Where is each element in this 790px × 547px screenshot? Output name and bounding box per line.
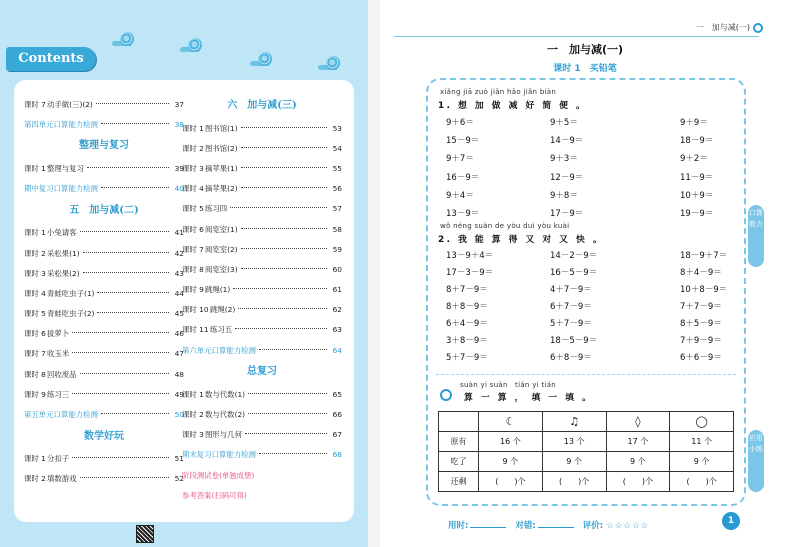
toc-entry-title: 采松果(2) (47, 268, 80, 278)
toc-column-1 (24, 94, 184, 489)
toc-page-number: 41 (174, 228, 184, 238)
toc-lesson-number: 课时 5 (182, 204, 204, 214)
exercise-item[interactable]: 7＋9－9＝ (680, 336, 722, 346)
exercise-item[interactable]: 16－9＝ (446, 172, 480, 183)
toc-leader (101, 413, 169, 414)
exercise-item[interactable]: 6＋8－9＝ (550, 353, 592, 363)
table-cell[interactable]: ( )个 (479, 472, 543, 492)
toc-entry[interactable] (182, 404, 342, 424)
toc-lesson-number: 课时 4 (24, 288, 46, 298)
toc-entry[interactable] (24, 364, 184, 384)
exercise-item[interactable]: 5＋7－9＝ (550, 319, 592, 329)
side-tab-oral: 口算能力 (748, 205, 764, 267)
toc-leader (80, 373, 169, 374)
toc-entry[interactable] (24, 179, 184, 199)
toc-leader (72, 332, 169, 333)
exercise-item[interactable]: 9＋2＝ (680, 154, 708, 165)
header-rule (394, 36, 759, 37)
toc-leader (97, 312, 169, 313)
toc-entry-title: 第五单元口算能力检测 (24, 410, 98, 420)
side-tab-applied: 应用小练 (748, 430, 764, 492)
toc-lesson-number: 课时 7 (24, 349, 46, 359)
q2-pinyin: wǒ néng suàn de yòu duì yòu kuài (440, 222, 570, 230)
exercise-item[interactable]: 6＋6－9＝ (680, 353, 722, 363)
exercise-item[interactable]: 9＋9＝ (680, 118, 708, 128)
toc-entry-title: 参考答案(扫码可得) (182, 490, 247, 500)
exercise-item[interactable]: 8＋5－9＝ (680, 319, 722, 329)
exercise-item[interactable]: 12－9＝ (550, 172, 584, 183)
toc-page-number: 68 (332, 450, 342, 460)
exercise-item[interactable]: 6＋7－9＝ (550, 302, 592, 312)
exercise-item[interactable]: 8＋7－9＝ (446, 285, 488, 295)
row-label: 吃了 (439, 452, 479, 472)
toc-page-number: 54 (332, 143, 342, 153)
toc-entry-title: 动手做(三)(2) (47, 99, 93, 109)
toc-page-number: 65 (332, 389, 342, 399)
toc-entry[interactable] (182, 199, 342, 219)
table-cell: 16 个 (479, 432, 543, 452)
toc-leader (235, 328, 327, 329)
toc-lesson-number: 课时 9 (182, 285, 204, 295)
exercise-item[interactable]: 14－9＝ (550, 136, 584, 147)
toc-entry-title: 阅览室(1) (205, 224, 238, 234)
row-label: 原有 (439, 432, 479, 452)
table-cell: 13 个 (542, 432, 606, 452)
toc-lesson-number: 课时 6 (24, 329, 46, 339)
running-header: 一 加与减(一) (695, 23, 750, 32)
bell-icon: ♫ (542, 412, 606, 432)
toc-lesson-number: 课时 1 (24, 454, 46, 464)
toc-leader (80, 231, 169, 232)
check-field[interactable] (538, 527, 574, 528)
rating-stars[interactable]: ☆☆☆☆☆ (606, 521, 650, 531)
section-divider (436, 374, 736, 375)
toc-entry[interactable] (24, 263, 184, 283)
toc-entry[interactable] (24, 344, 184, 364)
toc-section-heading: 五 加与减(二) (69, 204, 139, 216)
page-number: 1 (722, 512, 740, 530)
toc-leader (83, 272, 169, 273)
toc-entry-title: 整理与复习 (47, 163, 84, 173)
toc-entry[interactable] (24, 324, 184, 344)
toc-lesson-number: 课时 2 (24, 474, 46, 484)
toc-lesson-number: 课时 3 (182, 430, 204, 440)
toc-entry[interactable] (182, 485, 342, 505)
toc-leader (259, 453, 327, 454)
pear-icon: ◊ (606, 412, 670, 432)
toc-page-number: 50 (174, 410, 184, 420)
toc-entry-title: 青蛙吃虫子(2) (47, 309, 95, 319)
exercise-item[interactable]: 17－3－9＝ (446, 268, 494, 278)
exercise-item[interactable]: 8＋8－9＝ (446, 302, 488, 312)
toc-entry[interactable] (182, 465, 342, 485)
toc-leader (245, 433, 327, 434)
toc-page-number: 63 (332, 325, 342, 335)
table-cell: 9 个 (542, 452, 606, 472)
toc-page-number: 48 (174, 369, 184, 379)
toc-lesson-number: 课时 3 (182, 163, 204, 173)
banana-icon: ☾ (479, 412, 543, 432)
toc-section-heading: 总复习 (247, 366, 277, 378)
table-cell: 9 个 (670, 452, 734, 472)
toc-leader (72, 352, 169, 353)
table-cell[interactable]: ( )个 (670, 472, 734, 492)
toc-entry[interactable] (182, 445, 342, 465)
footer-bar (448, 519, 649, 531)
toc-leader (80, 477, 169, 478)
toc-entry[interactable] (182, 219, 342, 239)
toc-leader (241, 187, 327, 188)
apple-icon: ◯ (670, 412, 734, 432)
toc-page-number: 43 (174, 268, 184, 278)
toc-leader (259, 349, 327, 350)
toc-lesson-number: 课时 1 (24, 163, 46, 173)
toc-entry-title: 数与代数(2) (205, 410, 246, 420)
toc-entry[interactable] (24, 283, 184, 303)
toc-entry[interactable] (24, 449, 184, 469)
table-cell: 9 个 (479, 452, 543, 472)
toc-entry-title: 第四单元口算能力检测 (24, 119, 98, 129)
check-label: 对错: (515, 521, 536, 531)
toc-leader (72, 393, 169, 394)
toc-page-number: 60 (332, 264, 342, 274)
toc-entry[interactable] (24, 114, 184, 134)
toc-section-heading: 六 加与减(三) (227, 100, 297, 111)
toc-leader (241, 268, 327, 269)
toc-entry-title: 数与代数(1) (205, 389, 246, 399)
toc-leader (101, 123, 169, 124)
toc-entry[interactable] (182, 340, 342, 360)
toc-entry-title: 采松果(1) (47, 248, 80, 258)
toc-leader (83, 252, 169, 253)
exercise-item[interactable]: 10＋9＝ (680, 190, 714, 201)
exercise-item[interactable]: 9＋4＝ (446, 190, 474, 201)
toc-entry[interactable] (24, 469, 184, 489)
toc-entry-title: 小兔请客 (47, 228, 77, 238)
toc-lesson-number: 课时 8 (24, 369, 46, 379)
toc-entry-title: 青蛙吃虫子(1) (47, 288, 95, 298)
toc-lesson-number: 课时 9 (24, 389, 46, 399)
toc-page-number: 49 (174, 389, 184, 399)
toc-entry-title: 摘苹果(2) (205, 184, 238, 194)
toc-leader (241, 127, 327, 128)
exercise-item[interactable]: 17－9＝ (550, 209, 584, 219)
chapter-title: 一 加与减(一) (546, 43, 624, 56)
toc-leader (97, 292, 169, 293)
toc-leader (238, 308, 327, 309)
toc-leader (72, 457, 169, 458)
table-row (439, 452, 734, 472)
table-cell: 11 个 (670, 432, 734, 452)
toc-page-number: 40 (174, 184, 184, 194)
toc-leader (241, 228, 327, 229)
toc-leader (241, 167, 327, 168)
table-row (439, 472, 734, 492)
toc-entry[interactable] (24, 158, 184, 178)
exercise-item[interactable]: 11－9＝ (680, 172, 714, 183)
toc-entry-title: 期中复习口算能力检测 (24, 184, 98, 194)
toc-entry-title: 阶段测试卷(单独成册) (182, 470, 255, 480)
toc-entry-title: 图书馆(1) (205, 123, 238, 133)
q2-instruction: 2. 我 能 算 得 又 对 又 快 。 (438, 235, 605, 245)
toc-entry-title: 回收废品 (47, 369, 77, 379)
exercise-item[interactable]: 13－9＝ (446, 209, 480, 219)
toc-lesson-number: 课时 2 (182, 143, 204, 153)
toc-leader (233, 288, 327, 289)
toc-entry-title: 期末复习口算能力检测 (182, 450, 256, 460)
toc-entry-title: 练习三 (47, 389, 70, 399)
exercise-item[interactable]: 5＋7－9＝ (446, 353, 488, 363)
q1-instruction: 1. 想 加 做 减 好 简 便 。 (438, 101, 588, 111)
snail-icon (112, 32, 134, 46)
toc-page-number: 39 (174, 163, 184, 173)
toc-entry-title: 分扣子 (47, 454, 70, 464)
toc-page-number: 45 (174, 309, 184, 319)
toc-lesson-number: 课时 4 (182, 184, 204, 194)
toc-entry-title: 收玉米 (47, 349, 70, 359)
snail-icon (318, 56, 340, 70)
toc-leader (241, 147, 327, 148)
toc-lesson-number: 课时 7 (182, 244, 204, 254)
qr-code-icon (136, 525, 154, 543)
exercise-item[interactable]: 3＋8－9＝ (446, 336, 488, 346)
toc-entry[interactable] (182, 259, 342, 279)
toc-entry[interactable] (182, 425, 342, 445)
row-label: 还剩 (439, 472, 479, 492)
toc-column-2 (182, 94, 342, 505)
table-row (439, 432, 734, 452)
toc-entry-title: 阅览室(3) (205, 264, 238, 274)
toc-entry-title: 图形与几何 (205, 430, 242, 440)
toc-page-number: 51 (174, 454, 184, 464)
toc-entry[interactable] (182, 118, 342, 138)
table-corner (439, 412, 479, 432)
toc-entry-title: 练习五 (210, 325, 233, 335)
toc-entry[interactable] (182, 384, 342, 404)
exercise-item[interactable]: 9＋5＝ (550, 118, 578, 128)
toc-page-number: 61 (332, 285, 342, 295)
toc-entry[interactable] (24, 94, 184, 114)
toc-leader (248, 393, 327, 394)
toc-page-number: 56 (332, 184, 342, 194)
q1-pinyin: xiǎng jiā zuò jiǎn hǎo jiǎn biàn (440, 88, 557, 96)
toc-page-number: 57 (332, 204, 342, 214)
eval-label: 评价: (582, 521, 604, 531)
toc-lesson-number: 课时 1 (24, 228, 46, 238)
exercise-item[interactable]: 15－9＝ (446, 136, 480, 147)
fruit-table (438, 411, 734, 492)
pencil-icon (440, 389, 452, 401)
toc-leader (96, 103, 169, 104)
exercise-item[interactable]: 9＋6＝ (446, 118, 474, 128)
toc-entry-title: 跳绳(2) (210, 305, 236, 315)
exercise-item[interactable]: 6＋4－9＝ (446, 319, 488, 329)
toc-entry[interactable] (24, 304, 184, 324)
exercise-item[interactable]: 14－2－9＝ (550, 251, 598, 261)
toc-section-heading: 整理与复习 (79, 140, 129, 152)
toc-entry[interactable] (182, 300, 342, 320)
toc-entry[interactable] (182, 320, 342, 340)
worksheet-page (380, 0, 790, 547)
toc-entry-title: 练习四 (205, 204, 228, 214)
table-cell[interactable]: ( )个 (606, 472, 670, 492)
toc-entry-title: 阅览室(2) (205, 244, 238, 254)
exercise-item[interactable]: 18－9＋7＝ (680, 251, 728, 261)
lesson-title: 课时 1 买铅笔 (553, 64, 617, 74)
toc-entry[interactable] (182, 179, 342, 199)
toc-lesson-number: 课时 2 (24, 248, 46, 258)
toc-lesson-number: 课时 3 (24, 268, 46, 278)
toc-page-number: 46 (174, 329, 184, 339)
toc-entry-title: 第六单元口算能力检测 (182, 345, 256, 355)
toc-lesson-number: 课时 7 (24, 99, 46, 109)
toc-entry[interactable] (182, 239, 342, 259)
toc-entry-title: 跳绳(1) (205, 285, 231, 295)
q3-pinyin: suàn yi suàn tián yi tián (460, 381, 557, 389)
toc-entry-title: 填数游戏 (47, 474, 77, 484)
exercise-item[interactable]: 18－5－9＝ (550, 336, 598, 346)
contents-card (14, 80, 354, 522)
toc-lesson-number: 课时 2 (182, 410, 204, 420)
time-label: 用时: (448, 521, 469, 531)
toc-entry[interactable] (24, 243, 184, 263)
exercise-item[interactable]: 10＋8－9＝ (680, 285, 728, 295)
exercise-item[interactable]: 19－9＝ (680, 209, 714, 219)
toc-page-number: 67 (332, 430, 342, 440)
toc-lesson-number: 课时 1 (182, 389, 204, 399)
exercise-item[interactable]: 9＋7＝ (446, 154, 474, 165)
toc-entry[interactable] (182, 280, 342, 300)
contents-label: Contents (6, 47, 96, 71)
toc-page-number: 64 (332, 345, 342, 355)
contents-page (0, 0, 368, 547)
toc-page-number: 47 (174, 349, 184, 359)
toc-leader (248, 413, 327, 414)
toc-lesson-number: 课时 11 (182, 325, 209, 335)
toc-page-number: 44 (174, 288, 184, 298)
exercise-item[interactable]: 7＋7－9＝ (680, 302, 722, 312)
toc-page-number: 66 (332, 410, 342, 420)
toc-page-number: 59 (332, 244, 342, 254)
toc-lesson-number: 课时 10 (182, 305, 209, 315)
toc-entry[interactable] (24, 223, 184, 243)
toc-page-number: 37 (174, 99, 184, 109)
q3-instruction: 算 一 算 ， 填 一 填 。 (464, 393, 594, 403)
exercise-item[interactable]: 4＋7－9＝ (550, 285, 592, 295)
spiral-icon (753, 23, 763, 33)
exercise-item[interactable]: 18－9＝ (680, 136, 714, 147)
toc-entry[interactable] (24, 384, 184, 404)
toc-page-number: 53 (332, 123, 342, 133)
toc-entry[interactable] (24, 404, 184, 424)
toc-leader (230, 207, 327, 208)
toc-leader (101, 187, 169, 188)
toc-entry-title: 摘苹果(1) (205, 163, 238, 173)
table-cell: 17 个 (606, 432, 670, 452)
toc-entry[interactable] (182, 158, 342, 178)
exercise-item[interactable]: 9＋8＝ (550, 190, 578, 201)
toc-page-number: 52 (174, 474, 184, 484)
toc-section-heading: 数学好玩 (84, 430, 124, 442)
time-field[interactable] (470, 527, 506, 528)
toc-page-number: 58 (332, 224, 342, 234)
exercise-item[interactable]: 9＋3＝ (550, 154, 578, 165)
toc-lesson-number: 课时 6 (182, 224, 204, 234)
table-cell[interactable]: ( )个 (542, 472, 606, 492)
exercise-item[interactable]: 16－5－9＝ (550, 268, 598, 278)
toc-entry-title: 图书馆(2) (205, 143, 238, 153)
toc-leader (87, 167, 169, 168)
toc-lesson-number: 课时 1 (182, 123, 204, 133)
toc-page-number: 42 (174, 248, 184, 258)
toc-entry[interactable] (182, 138, 342, 158)
table-cell: 9 个 (606, 452, 670, 472)
exercise-item[interactable]: 13－9＋4＝ (446, 251, 494, 261)
toc-leader (241, 248, 327, 249)
snail-icon (250, 52, 272, 66)
exercise-item[interactable]: 8＋4－9＝ (680, 268, 722, 278)
toc-lesson-number: 课时 5 (24, 309, 46, 319)
toc-page-number: 62 (332, 305, 342, 315)
toc-page-number: 55 (332, 163, 342, 173)
toc-page-number: 38 (174, 119, 184, 129)
toc-lesson-number: 课时 8 (182, 264, 204, 274)
toc-entry-title: 拔萝卜 (47, 329, 70, 339)
snail-icon (180, 38, 202, 52)
